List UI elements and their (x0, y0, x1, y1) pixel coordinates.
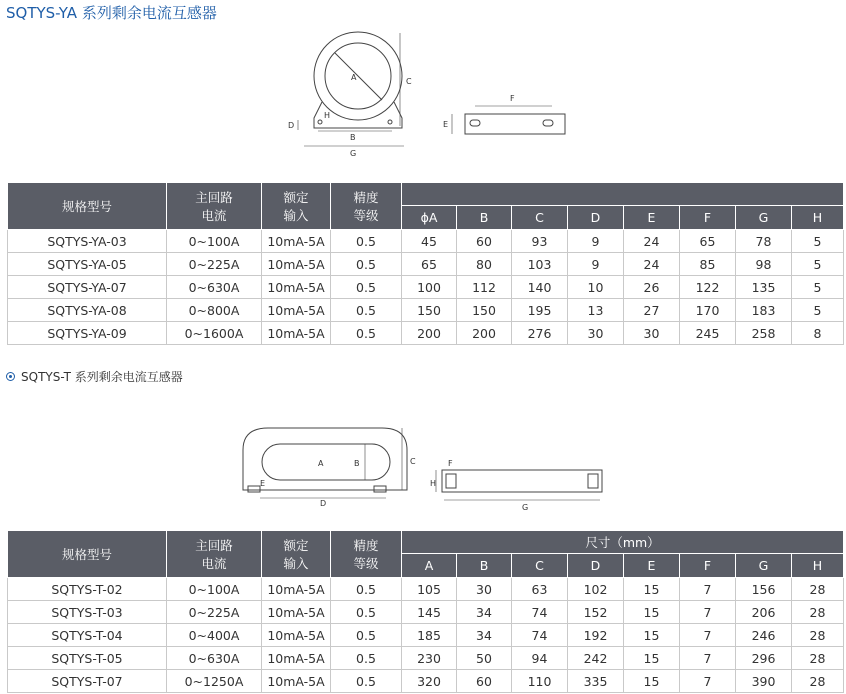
col-header-accuracy: 精度 等级 (331, 531, 402, 578)
table-cell: 135 (736, 276, 792, 299)
table-row (8, 253, 844, 276)
table-cell: 7 (680, 624, 736, 647)
table-cell: 0~400A (167, 624, 262, 647)
table-cell: 30 (457, 578, 512, 601)
table-cell: 45 (402, 230, 457, 253)
table-cell: 0.5 (331, 253, 402, 276)
table-cell: 65 (402, 253, 457, 276)
table-cell: 85 (680, 253, 736, 276)
table-cell: 0~1250A (167, 670, 262, 693)
dim-header: E (624, 206, 680, 230)
ya-side-view-diagram (440, 90, 580, 140)
table-cell: 0.5 (331, 647, 402, 670)
table-cell: 0.5 (331, 299, 402, 322)
col-header-accuracy: 精度 等级 (331, 183, 402, 230)
diagram-label-g: G (522, 503, 529, 511)
table-cell: 78 (736, 230, 792, 253)
table-cell: 296 (736, 647, 792, 670)
table-cell: 13 (568, 299, 624, 322)
section-title-t (6, 368, 183, 385)
dim-header: C (512, 554, 568, 578)
table-cell: 60 (457, 230, 512, 253)
table-cell: 0.5 (331, 578, 402, 601)
table-cell: 112 (457, 276, 512, 299)
table-cell: 94 (512, 647, 568, 670)
table-cell: 28 (792, 624, 844, 647)
table-cell: 390 (736, 670, 792, 693)
cell-model: SQTYS-T-02 (8, 578, 167, 601)
col-header-model: 规格型号 (8, 183, 167, 230)
table-cell: 24 (624, 230, 680, 253)
table-row (8, 578, 844, 601)
table-cell: 102 (568, 578, 624, 601)
cell-model: SQTYS-YA-07 (8, 276, 167, 299)
diagram-label-h: H (430, 479, 437, 488)
table-cell: 26 (624, 276, 680, 299)
table-cell: 0~100A (167, 578, 262, 601)
col-header-model: 规格型号 (8, 531, 167, 578)
table-cell: 10 (568, 276, 624, 299)
diagram-label-c: C (406, 77, 412, 86)
dim-header: C (512, 206, 568, 230)
col-header-current: 主回路 电流 (167, 183, 262, 230)
diagram-label-h: H (324, 111, 331, 120)
table-cell: 24 (624, 253, 680, 276)
table-cell: 0.5 (331, 624, 402, 647)
cell-model: SQTYS-T-03 (8, 601, 167, 624)
cell-model: SQTYS-YA-03 (8, 230, 167, 253)
table-cell: 34 (457, 624, 512, 647)
table-cell: 15 (624, 647, 680, 670)
spec-table-ya (7, 182, 844, 345)
table-cell: 93 (512, 230, 568, 253)
ya-front-view-diagram (280, 28, 430, 163)
diagram-label-f: F (510, 94, 515, 103)
diagram-label-g: G (350, 149, 357, 158)
table-cell: 0~800A (167, 299, 262, 322)
table-cell: 10mA-5A (262, 601, 331, 624)
table-cell: 5 (792, 230, 844, 253)
table-cell: 150 (457, 299, 512, 322)
table-cell: 15 (624, 601, 680, 624)
col-header-current: 主回路 电流 (167, 531, 262, 578)
diagram-label-e: E (443, 120, 449, 129)
table-cell: 140 (512, 276, 568, 299)
dim-header: ϕA (402, 206, 457, 230)
dim-header: G (736, 554, 792, 578)
table-cell: 0.5 (331, 276, 402, 299)
table-cell: 9 (568, 253, 624, 276)
table-cell: 0.5 (331, 322, 402, 345)
table-row (8, 322, 844, 345)
table-cell: 10mA-5A (262, 322, 331, 345)
table-cell: 28 (792, 647, 844, 670)
table-cell: 0~630A (167, 276, 262, 299)
table-cell: 0~630A (167, 647, 262, 670)
table-t-body (8, 578, 844, 693)
table-cell: 15 (624, 624, 680, 647)
table-cell: 195 (512, 299, 568, 322)
table-cell: 74 (512, 601, 568, 624)
dim-header: E (624, 554, 680, 578)
cell-model: SQTYS-YA-05 (8, 253, 167, 276)
table-row (8, 647, 844, 670)
table-cell: 7 (680, 578, 736, 601)
table-cell: 320 (402, 670, 457, 693)
diagram-label-a: A (351, 73, 357, 82)
table-cell: 7 (680, 647, 736, 670)
table-cell: 8 (792, 322, 844, 345)
table-cell: 15 (624, 670, 680, 693)
table-cell: 63 (512, 578, 568, 601)
t-side-view-diagram (430, 456, 610, 511)
table-cell: 7 (680, 670, 736, 693)
table-cell: 183 (736, 299, 792, 322)
table-cell: 28 (792, 670, 844, 693)
dim-header: F (680, 554, 736, 578)
table-cell: 335 (568, 670, 624, 693)
table-cell: 10mA-5A (262, 276, 331, 299)
table-cell: 150 (402, 299, 457, 322)
table-cell: 5 (792, 276, 844, 299)
dim-header: G (736, 206, 792, 230)
table-cell: 80 (457, 253, 512, 276)
dim-header: H (792, 206, 844, 230)
diagram-label-b: B (350, 133, 356, 142)
table-cell: 9 (568, 230, 624, 253)
dim-header: B (457, 554, 512, 578)
table-cell: 60 (457, 670, 512, 693)
table-cell: 0.5 (331, 670, 402, 693)
table-cell: 30 (624, 322, 680, 345)
table-cell: 5 (792, 253, 844, 276)
table-row (8, 276, 844, 299)
table-ya-body (8, 230, 844, 345)
table-cell: 103 (512, 253, 568, 276)
table-cell: 200 (457, 322, 512, 345)
table-cell: 105 (402, 578, 457, 601)
col-header-size: 尺寸（mm） (402, 531, 844, 554)
table-cell: 10mA-5A (262, 253, 331, 276)
table-cell: 0~100A (167, 230, 262, 253)
table-row (8, 670, 844, 693)
table-cell: 10mA-5A (262, 624, 331, 647)
cell-model: SQTYS-T-05 (8, 647, 167, 670)
table-cell: 100 (402, 276, 457, 299)
diagram-label-e: E (260, 479, 266, 488)
cell-model: SQTYS-T-04 (8, 624, 167, 647)
dim-header: F (680, 206, 736, 230)
diagram-label-f: F (448, 459, 453, 468)
table-cell: 122 (680, 276, 736, 299)
table-cell: 200 (402, 322, 457, 345)
dim-header: B (457, 206, 512, 230)
table-cell: 245 (680, 322, 736, 345)
table-row (8, 299, 844, 322)
page-title: SQTYS-YA 系列剩余电流互感器 (6, 4, 217, 22)
table-row (8, 624, 844, 647)
target-bullet-icon (6, 372, 15, 381)
table-cell: 206 (736, 601, 792, 624)
diagram-label-b: B (354, 459, 360, 468)
table-cell: 152 (568, 601, 624, 624)
table-cell: 0~225A (167, 253, 262, 276)
table-cell: 74 (512, 624, 568, 647)
table-cell: 28 (792, 601, 844, 624)
table-cell: 10mA-5A (262, 578, 331, 601)
diagram-label-a: A (318, 459, 324, 468)
table-cell: 258 (736, 322, 792, 345)
dim-header: A (402, 554, 457, 578)
table-cell: 30 (568, 322, 624, 345)
table-cell: 185 (402, 624, 457, 647)
table-row (8, 230, 844, 253)
table-cell: 110 (512, 670, 568, 693)
spec-table-t (7, 530, 844, 693)
table-cell: 0~225A (167, 601, 262, 624)
dim-header: D (568, 206, 624, 230)
table-cell: 28 (792, 578, 844, 601)
table-cell: 10mA-5A (262, 670, 331, 693)
table-cell: 145 (402, 601, 457, 624)
table-cell: 192 (568, 624, 624, 647)
table-cell: 10mA-5A (262, 230, 331, 253)
table-row (8, 601, 844, 624)
table-cell: 5 (792, 299, 844, 322)
table-cell: 170 (680, 299, 736, 322)
cell-model: SQTYS-YA-08 (8, 299, 167, 322)
table-cell: 276 (512, 322, 568, 345)
diagram-label-d: D (320, 499, 327, 508)
table-cell: 246 (736, 624, 792, 647)
table-cell: 10mA-5A (262, 299, 331, 322)
table-cell: 98 (736, 253, 792, 276)
col-header-input: 额定 输入 (262, 531, 331, 578)
table-cell: 34 (457, 601, 512, 624)
table-cell: 27 (624, 299, 680, 322)
table-cell: 230 (402, 647, 457, 670)
diagram-label-c: C (410, 457, 416, 466)
t-front-view-diagram (240, 420, 420, 510)
col-header-input: 额定 输入 (262, 183, 331, 230)
table-cell: 0.5 (331, 601, 402, 624)
table-cell: 156 (736, 578, 792, 601)
table-cell: 0~1600A (167, 322, 262, 345)
table-cell: 50 (457, 647, 512, 670)
dim-header: D (568, 554, 624, 578)
section-title-t-text: SQTYS-T 系列剩余电流互感器 (21, 370, 183, 384)
cell-model: SQTYS-T-07 (8, 670, 167, 693)
table-cell: 15 (624, 578, 680, 601)
cell-model: SQTYS-YA-09 (8, 322, 167, 345)
col-header-size (402, 183, 844, 206)
table-cell: 7 (680, 601, 736, 624)
diagram-label-d: D (288, 121, 295, 130)
dim-header: H (792, 554, 844, 578)
table-cell: 242 (568, 647, 624, 670)
table-cell: 65 (680, 230, 736, 253)
table-cell: 0.5 (331, 230, 402, 253)
table-cell: 10mA-5A (262, 647, 331, 670)
